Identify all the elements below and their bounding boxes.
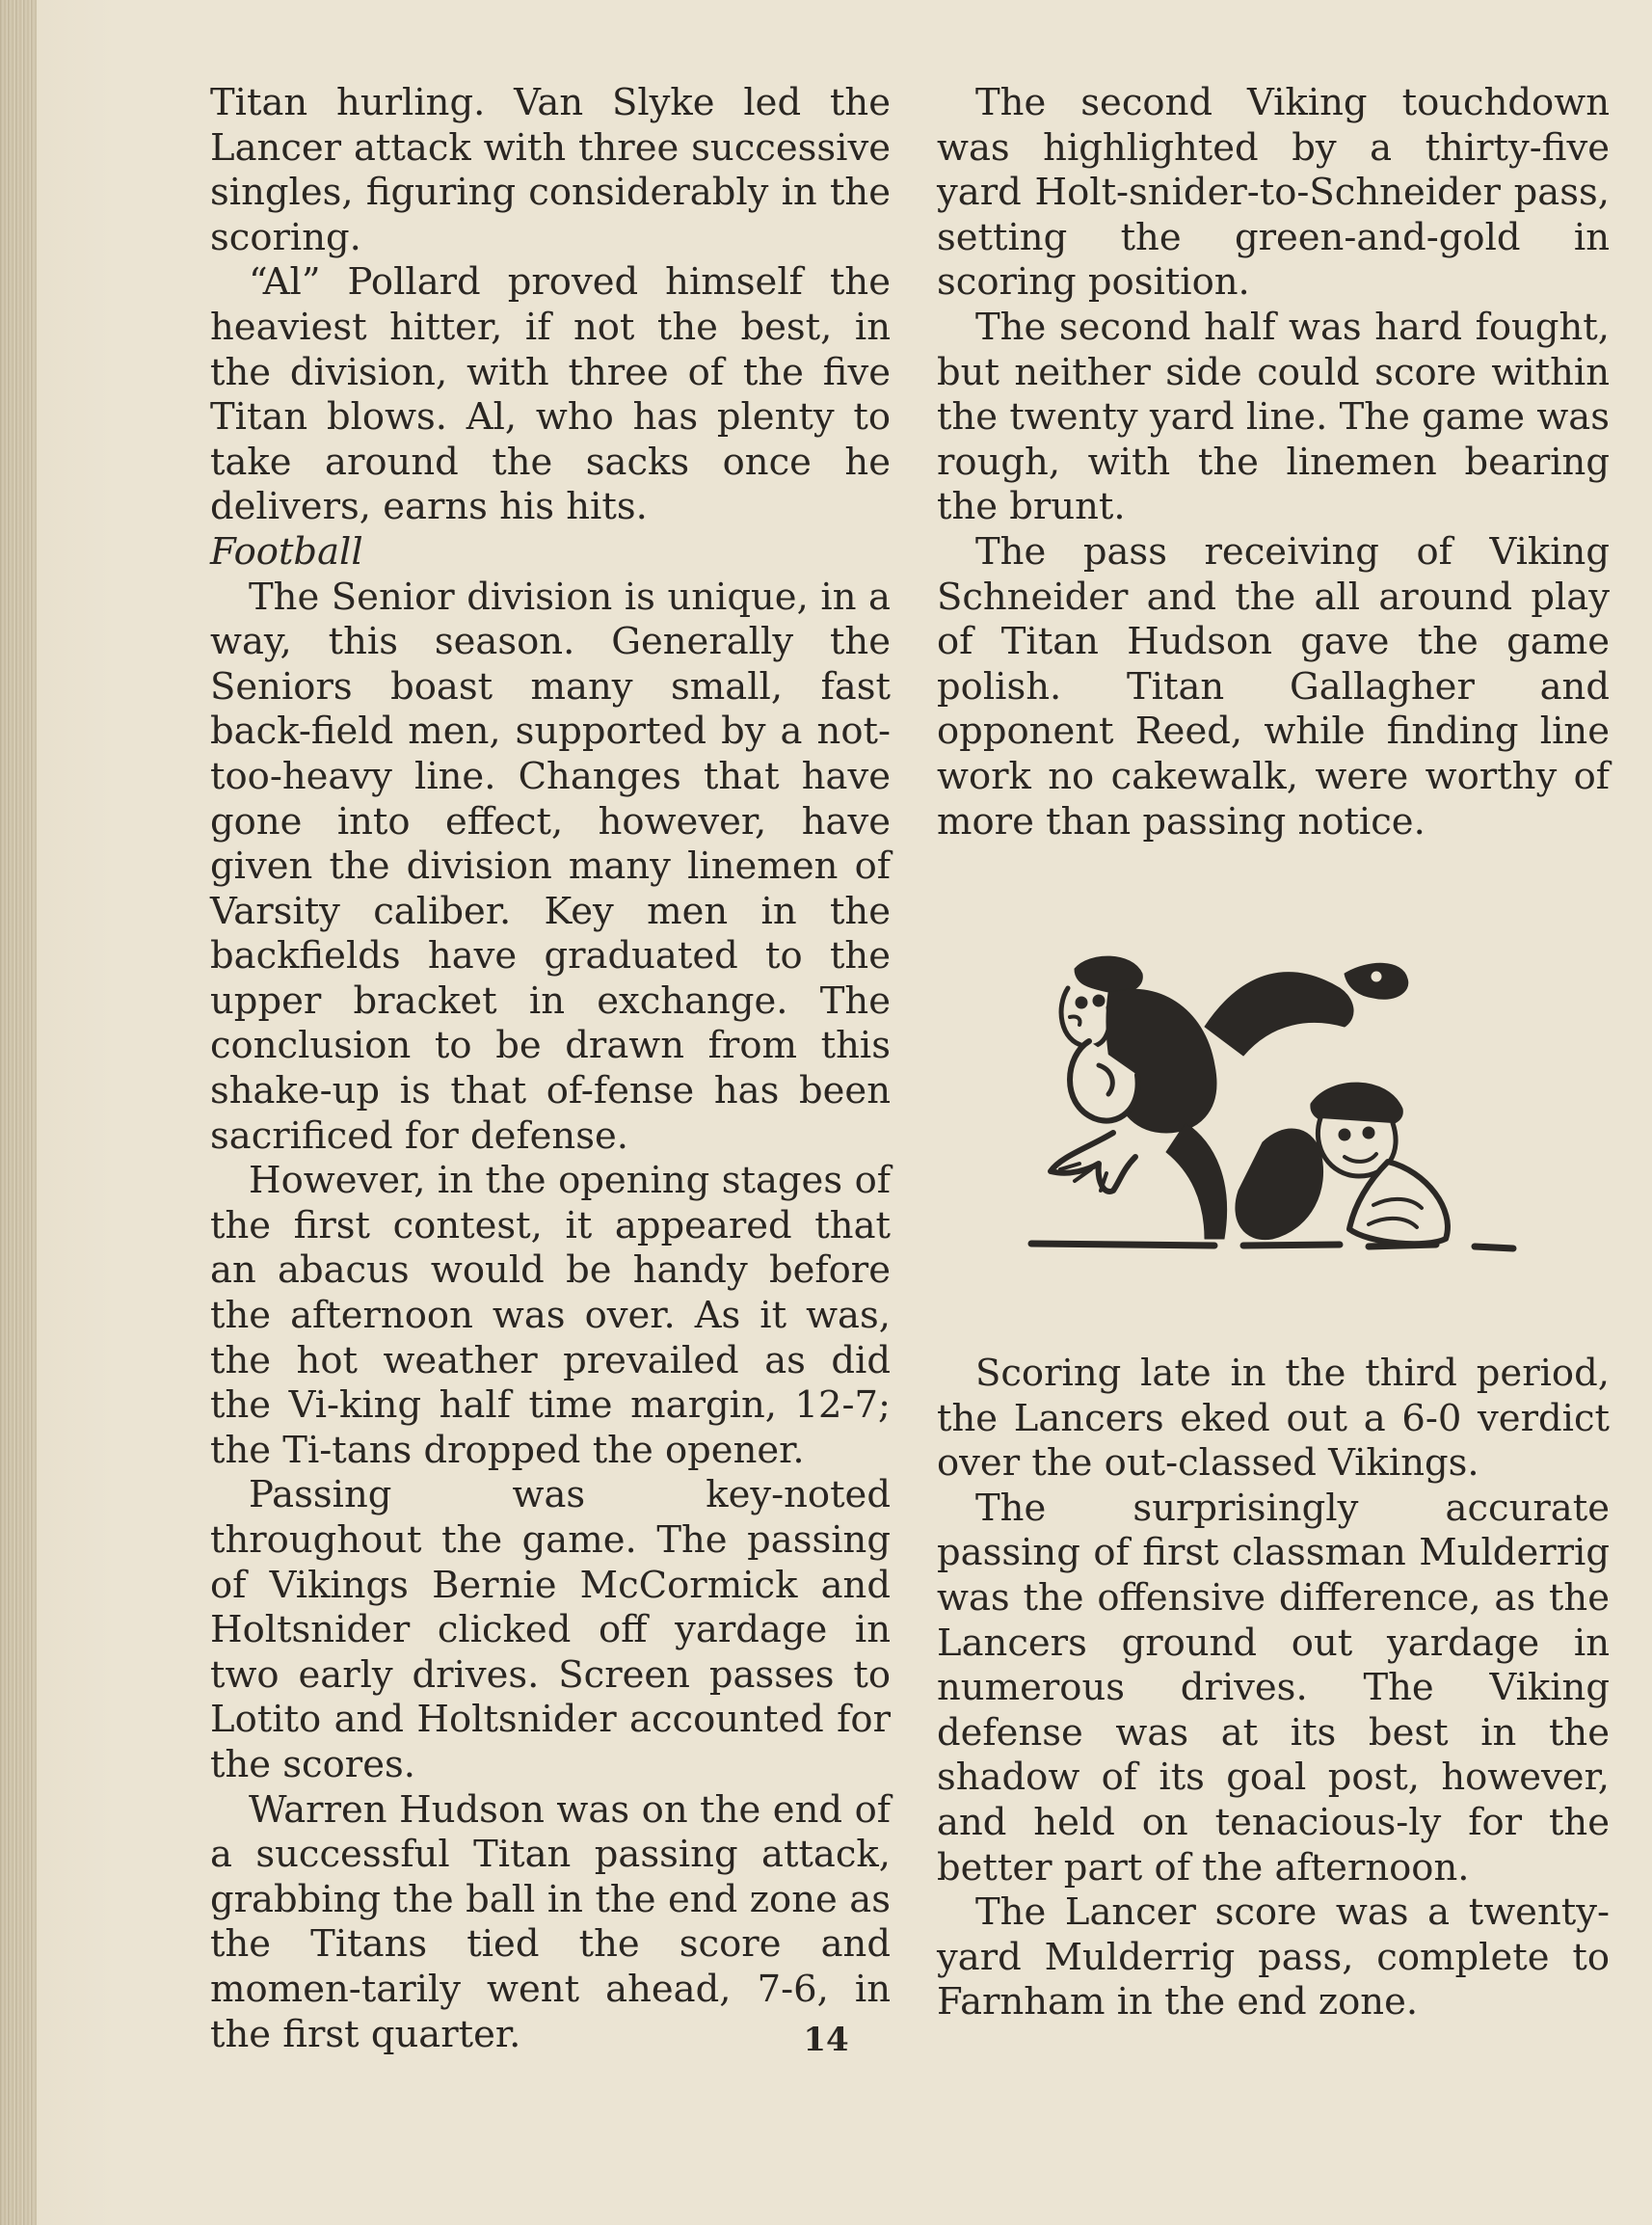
page-number: 14 xyxy=(803,2021,849,2059)
section-heading: Football xyxy=(210,529,363,574)
paragraph: The second half was hard fought, but neither side could score within the twenty yard line. The game was rough, with the linemen bearing the brunt. xyxy=(937,305,1610,529)
paragraph: However, in the opening stages of the first contest, it appeared that an abacus would be handy before the afternoon was over. As it was, the hot weather prevailed as did the Vi-king half time margin, 12-7; the Ti-tans dropped the opener. xyxy=(210,1159,891,1472)
paragraph: The surprisingly accurate passing of first classman Mulderrig was the offensive difference, as the Lancers ground out yardage in numerous drives. The Viking defense was at its best in the shadow of its goal post, however, and held on tenacious-ly for the better part of the afternoon. xyxy=(937,1486,1610,1890)
paragraph: Scoring late in the third period, the Lancers eked out a 6-0 verdict over the out-classed Vikings. xyxy=(937,1352,1610,1486)
paragraph: The second Viking touchdown was highlighted by a thirty-five yard Holt-snider-to-Schneider pass, setting the green-and-gold in scoring position. xyxy=(937,81,1610,305)
book-binding xyxy=(0,0,37,2225)
paragraph: Passing was key-noted throughout the game. The passing of Vikings Bernie McCormick and Holtsnider clicked off yardage in two early drives. Screen passes to Lotito and Holtsnider accounted for the scores. xyxy=(210,1473,891,1786)
football-players-cartoon-icon xyxy=(1022,950,1523,1268)
paragraph: The Lancer score was a twenty-yard Mulderrig pass, complete to Farnham in the end zone. xyxy=(937,1890,1610,2024)
paragraph: Titan hurling. Van Slyke led the Lancer attack with three successive singles, figuring considerably in the scoring. xyxy=(210,81,891,259)
paragraph: “Al” Pollard proved himself the heaviest hitter, if not the best, in the division, with three of the five Titan blows. Al, who has plenty to take around the sacks once he delivers, earns his hits. xyxy=(210,260,891,529)
paragraph: The pass receiving of Viking Schneider and the all around play of Titan Hudson gave the game polish. Titan Gallagher and opponent Reed, while finding line work no cakewalk, were worthy of more than passing notice. xyxy=(937,529,1610,844)
right-column-bottom xyxy=(937,1352,1610,2025)
paragraph: The Senior division is unique, in a way, this season. Generally the Seniors boast many small, fast back-field men, supported by a not-too-heavy line. Changes that have gone into effect, however, have given the division many linemen of Varsity caliber. Key men in the backfields have graduated to the upper bracket in exchange. The conclusion to be drawn from this shake-up is that of-fense has been sacrificed for defense. xyxy=(210,575,891,1158)
paragraph: Warren Hudson was on the end of a successful Titan passing attack, grabbing the ball in the end zone as the Titans tied the score and momen-tarily went ahead, 7-6, in the first quarter. xyxy=(210,1787,891,2056)
right-column-top xyxy=(937,81,1610,844)
left-column xyxy=(210,81,891,2057)
